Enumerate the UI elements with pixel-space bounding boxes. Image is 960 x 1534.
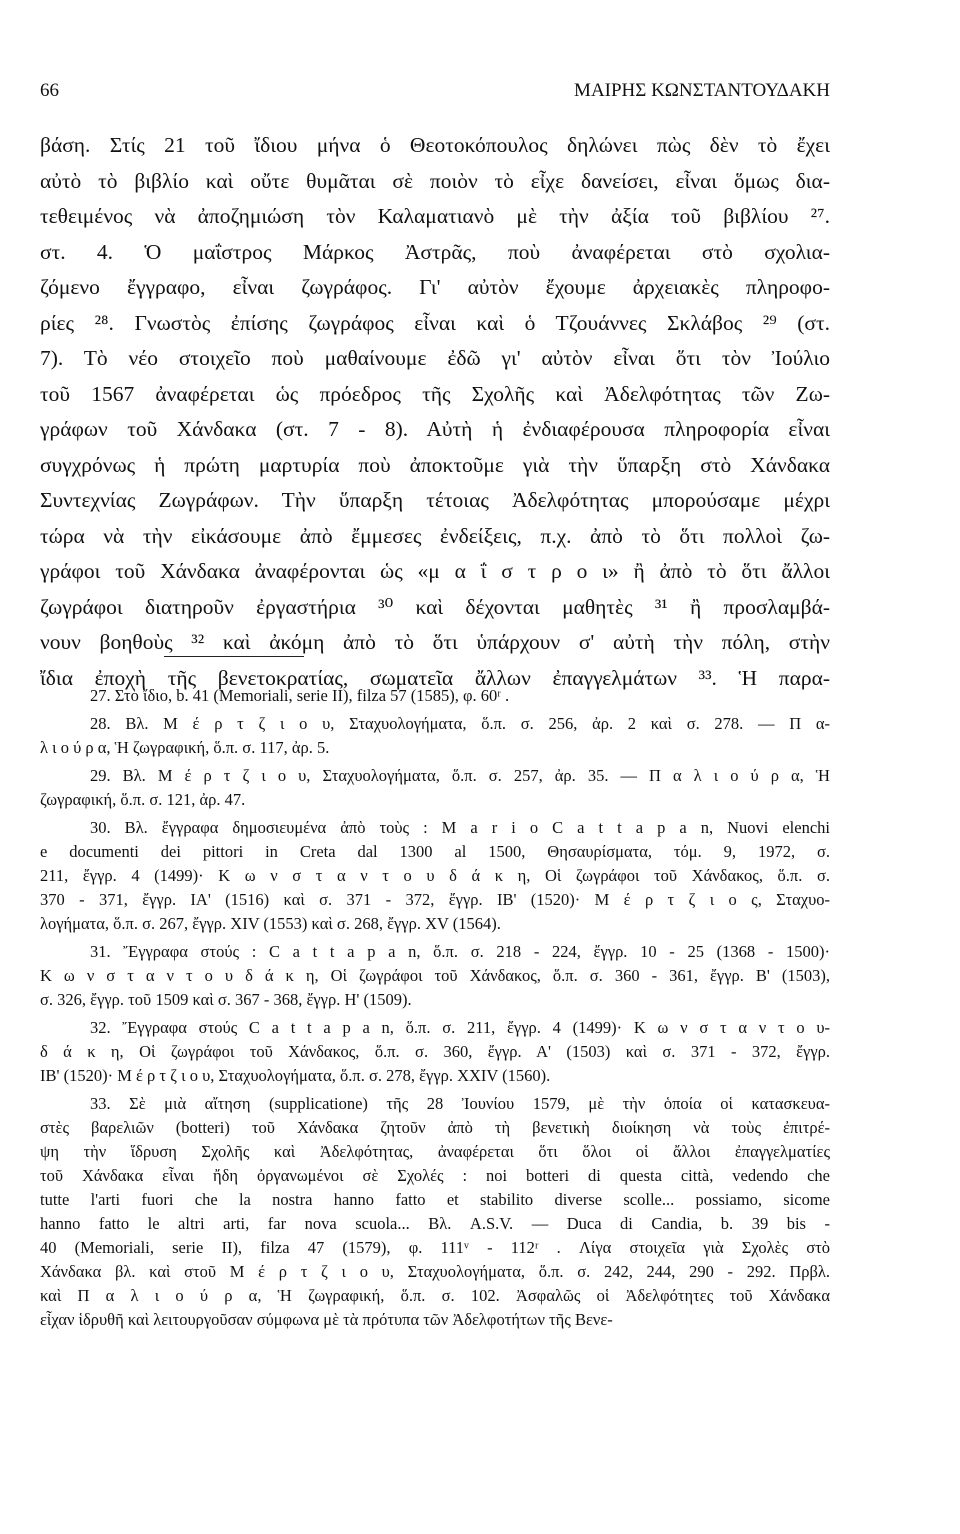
body-line: γράφοι τοῦ Χάνδακα ἀναφέρονται ὡς «μ α ΐ σ τ ρ ο ι» ἢ ἀπὸ τὸ ὅτι ἄλλοι: [40, 559, 830, 583]
footnote-line: e documenti dei pittori in Creta dal 1300 al 1500, Θησαυρίσματα, τόμ. 9, 1972, σ.: [40, 842, 830, 861]
footnote-line: ζωγραφική, ὅ.π. σ. 121, ἀρ. 47.: [40, 790, 246, 809]
footnote-line: Χάνδακα βλ. καὶ στοῦ Μ έ ρ τ ζ ι ο υ, Σταχυολογήματα, ὅ.π. σ. 242, 244, 290 - 292. Πρβλ.: [40, 1262, 830, 1281]
footnote-line: ΙΒ' (1520)· Μ έ ρ τ ζ ι ο υ, Σταχυολογήματα, ὅ.π. σ. 278, ἔγγρ. XXIV (1560).: [40, 1066, 551, 1085]
footnote-line: tutte l'arti fuori che la nostra hanno fatto et stabilito diverse scolle... possiamo, sicome: [40, 1190, 830, 1209]
footnote-line: 370 - 371, ἔγγρ. ΙΑ' (1516) καὶ σ. 371 - 372, ἔγγρ. ΙΒ' (1520)· Μ έ ρ τ ζ ι ο ς, Σταχυο-: [40, 890, 830, 909]
page-header: [40, 80, 830, 102]
body-line: ρίες ²⁸. Γνωστὸς ἐπίσης ζωγράφος εἶναι καὶ ὁ Τζουάννες Σκλάβος ²⁹ (στ.: [40, 310, 830, 335]
body-line: βάση. Στίς 21 τοῦ ἴδιου μήνα ὁ Θεοτοκόπουλος δηλώνει πὼς δὲν τὸ ἔχει: [40, 133, 830, 157]
body-line: γράφων τοῦ Χάνδακα (στ. 7 - 8). Αὐτὴ ἡ ἐνδιαφέρουσα πληροφορία εἶναι: [40, 417, 830, 441]
body-line: ἴδια ἐποχὴ τῆς βενετοκρατίας, σωματεῖα ἄλλων ἐπαγγελμάτων ³³. Ἡ παρα-: [40, 665, 830, 690]
body-text: [40, 128, 830, 696]
body-line: συγχρόνως ἡ πρώτη μαρτυρία ποὺ ἀποκτοῦμε γιὰ τὴν ὕπαρξη στὸ Χάνδακα: [40, 452, 830, 477]
page-number: 66: [40, 80, 59, 101]
body-line: αὐτὸ τὸ βιβλίο καὶ οὔτε θυμᾶται σὲ ποιὸν τὸ εἶχε δανείσει, εἶναι ὅμως δια-: [40, 168, 830, 193]
footnote-line: τοῦ Χάνδακα εἶναι ἤδη ὀργανωμένοι σὲ Σχολές : noi botteri di questa città, vedendo che: [40, 1166, 830, 1185]
body-line: νουν βοηθοὺς ³² καὶ ἀκόμη ἀπὸ τὸ ὅτι ὑπάρχουν σ' αὐτὴ τὴν πόλη, στὴν: [40, 630, 830, 654]
footnote-line: λογήματα, ὅ.π. σ. 267, ἔγγρ. XIV (1553) καὶ σ. 268, ἔγγρ. XV (1564).: [40, 914, 501, 933]
footnote-line: Κ ω ν σ τ α ν τ ο υ δ ά κ η, Οἱ ζωγράφοι τοῦ Χάνδακος, ὅ.π. σ. 360 - 361, ἔγγρ. Β' (1503),: [40, 966, 830, 985]
footnote: [40, 940, 830, 1012]
footnote: [40, 1092, 830, 1332]
body-line: 7). Τὸ νέο στοιχεῖο ποὺ μαθαίνουμε ἐδῶ γι' αὐτὸν εἶναι ὅτι τὸν Ἰούλιο: [40, 346, 830, 370]
footnote-line: στὲς βαρελιῶν (botteri) τοῦ Χάνδακα ζητοῦν ἀπὸ τὴ βενετικὴ διοίκηση νὰ τοὺς ἐπιτρέ-: [40, 1118, 830, 1137]
footnote-line: λ ι ο ύ ρ α, Ἡ ζωγραφική, ὅ.π. σ. 117, ἀρ. 5.: [40, 738, 330, 757]
footnote: [40, 712, 830, 760]
footnote-line: 27. Στὸ ἴδιο, b. 41 (Memoriali, serie II), filza 57 (1585), φ. 60ʳ .: [90, 686, 510, 705]
footnote-line: 32. Ἔγγραφα στούς C a t t a p a n, ὅ.π. σ. 211, ἔγγρ. 4 (1499)· Κ ω ν σ τ α ν τ ο υ-: [90, 1018, 830, 1037]
body-line: ζόμενο ἔγγραφο, εἶναι ζωγράφος. Γι' αὐτὸν ἔχουμε ἀρχειακὲς πληροφο-: [40, 275, 830, 299]
footnote-line: 31. Ἔγγραφα στούς : C a t t a p a n, ὅ.π. σ. 218 - 224, ἔγγρ. 10 - 25 (1368 - 1500)·: [90, 942, 830, 961]
footnote: [40, 1016, 830, 1088]
footnote: [40, 816, 830, 936]
footnote-line: hanno fatto le altri arti, far nova scuola... Βλ. A.S.V. — Duca di Candia, b. 39 bis -: [40, 1214, 830, 1233]
footnotes: [40, 684, 830, 1336]
footnote-line: ψη τὴν ἵδρυση Σχολῆς καὶ Ἀδελφότητας, ἀναφέρεται ὅτι ὅλοι οἱ ἄλλοι ἐπαγγελματίες: [40, 1142, 830, 1161]
body-line: τοῦ 1567 ἀναφέρεται ὡς πρόεδρος τῆς Σχολῆς καὶ Ἀδελφότητας τῶν Ζω-: [40, 381, 830, 406]
running-title: ΜΑΙΡΗΣ ΚΩΝΣΤΑΝΤΟΥΔΑΚΗ: [574, 80, 830, 101]
body-line: στ. 4. Ὁ μαΐστρος Μάρκος Ἀστρᾶς, ποὺ ἀναφέρεται στὸ σχολια-: [40, 239, 830, 264]
footnote-line: 33. Σὲ μιὰ αἴτηση (supplicatione) τῆς 28 Ἰουνίου 1579, μὲ τὴν ὁποία οἱ κατασκευα-: [90, 1094, 830, 1113]
footnote-line: σ. 326, ἔγγρ. τοῦ 1509 καὶ σ. 367 - 368, ἔγγρ. Η' (1509).: [40, 990, 412, 1009]
footnote-separator: [164, 656, 304, 657]
footnote-line: 211, ἔγγρ. 4 (1499)· Κ ω ν σ τ α ν τ ο υ δ ά κ η, Οἱ ζωγράφοι τοῦ Χάνδακος, ὅ.π. σ.: [40, 866, 830, 885]
footnote-line: 29. Βλ. Μ έ ρ τ ζ ι ο υ, Σταχυολογήματα, ὅ.π. σ. 257, ἀρ. 35. — Π α λ ι ο ύ ρ α, Ἡ: [90, 766, 830, 785]
footnote-line: εἶχαν ἱδρυθῆ καὶ λειτουργοῦσαν σύμφωνα μὲ τὰ πρότυπα τῶν Ἀδελφοτήτων τῆς Βενε-: [40, 1310, 613, 1329]
footnote-line: δ ά κ η, Οἱ ζωγράφοι τοῦ Χάνδακος, ὅ.π. σ. 360, ἔγγρ. Α' (1503) καὶ σ. 371 - 372, ἔγγρ.: [40, 1042, 830, 1061]
footnote: [40, 684, 830, 708]
body-line: τεθειμένος νὰ ἀποζημιώση τὸν Καλαματιανὸ μὲ τὴν ἀξία τοῦ βιβλίου ²⁷.: [40, 204, 830, 228]
footnote-line: 28. Βλ. Μ έ ρ τ ζ ι ο υ, Σταχυολογήματα, ὅ.π. σ. 256, ἀρ. 2 καὶ σ. 278. — Π α-: [90, 714, 830, 733]
footnote-line: καὶ Π α λ ι ο ύ ρ α, Ἡ ζωγραφική, ὅ.π. σ. 102. Ἀσφαλῶς οἱ Ἀδελφότητες τοῦ Χάνδακα: [40, 1286, 830, 1305]
footnote: [40, 764, 830, 812]
body-line: ζωγράφοι διατηροῦν ἐργαστήρια ³⁰ καὶ δέχονται μαθητὲς ³¹ ἢ προσλαμβά-: [40, 594, 830, 619]
body-line: τώρα νὰ τὴν εἰκάσουμε ἀπὸ ἔμμεσες ἐνδείξεις, π.χ. ἀπὸ τὸ ὅτι πολλοὶ ζω-: [40, 523, 830, 548]
footnote-line: 40 (Memoriali, serie II), filza 47 (1579), φ. 111ᵛ - 112ʳ . Λίγα στοιχεῖα γιὰ Σχολὲς στὸ: [40, 1238, 830, 1257]
footnote-line: 30. Βλ. ἔγγραφα δημοσιευμένα ἀπὸ τοὺς : M a r i o C a t t a p a n, Nuovi elenchi: [90, 818, 830, 837]
body-line: Συντεχνίας Ζωγράφων. Τὴν ὕπαρξη τέτοιας Ἀδελφότητας μπορούσαμε μέχρι: [40, 488, 830, 512]
